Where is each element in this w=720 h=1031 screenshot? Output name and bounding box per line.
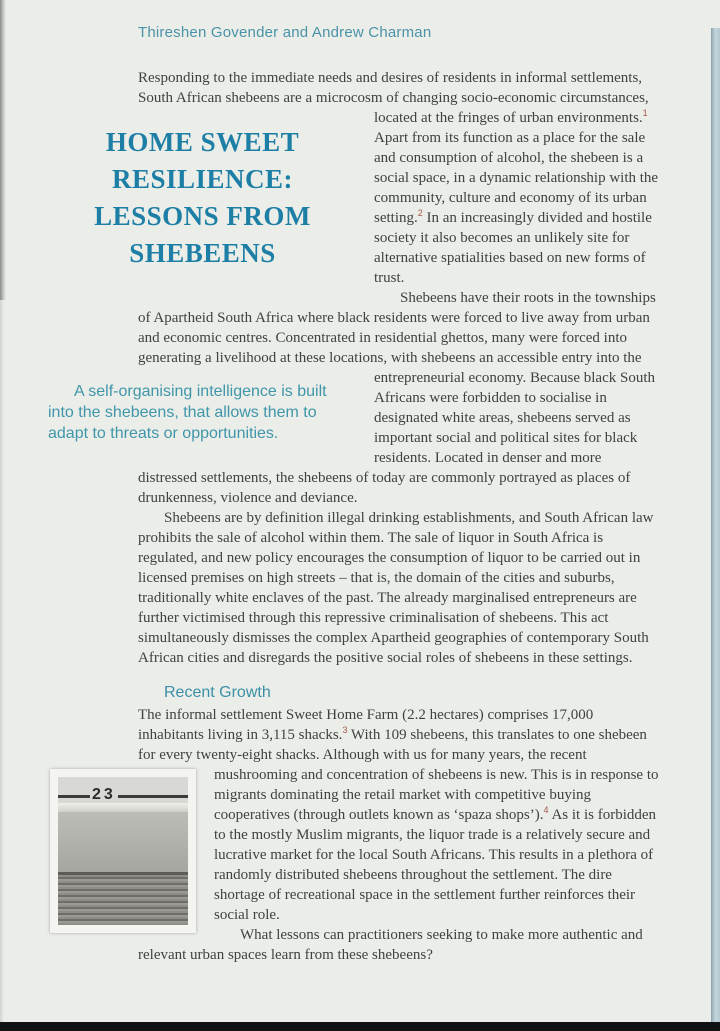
p1-text-after3: In an increasingly divided and hostile society it also becomes an unlikely site for alternative spatialities based on new forms of trust. [374, 210, 652, 286]
paragraph-4 [92, 705, 662, 925]
scan-bottom-edge [0, 1022, 720, 1031]
photo-mid-band [58, 812, 188, 875]
p1-text-after2: Apart from its function as a place for the sale and consumption of alcohol, the shebeen is a social space, in a dynamic relationship with the community, culture and economy of its urban setting. [374, 130, 659, 226]
photo-rule-right [118, 795, 188, 798]
title-line-3: LESSONS FROM [94, 201, 311, 231]
footnote-marker-4: 4 [543, 805, 549, 815]
p4-text-3: response to migrants dominating the retail market with competitive buying cooperatives (through outlets known as ‘spaza shops’). [214, 767, 659, 823]
section-heading-recent-growth: Recent Growth [164, 684, 271, 701]
p4-text-4: As it is forbidden to the mostly Muslim migrants, the liquor trade is a relatively secure and lucrative market for the local South Africans. This results in a plethora of randomly distributed shebeens throughout the settlement. The dire shortage of recreational space in the settlement further reinforces their social role. [214, 807, 657, 923]
author-line: Thireshen Govender and Andrew Charman [138, 24, 432, 41]
scan-left-shadow [0, 0, 6, 300]
inline-photo [50, 769, 196, 933]
title-line-4: SHEBEENS [129, 238, 276, 268]
photo-number: 23 [92, 786, 116, 803]
p2-text-after: entrepreneurial economy. Because black South Africans were forbidden to socialise in designated white areas, shebeens served as important social and political sites for black residents. Located in denser and more distressed settlements, the shebeens of today are commonly portrayed as places of drunkenness, violence and deviance. [138, 370, 656, 506]
footnote-marker-1: 1 [642, 108, 648, 118]
article-title [75, 114, 330, 286]
title-line-1: HOME SWEET [105, 127, 300, 157]
footnote-marker-2: 2 [417, 208, 423, 218]
paragraph-3: Shebeens are by definition illegal drinking establishments, and South African law prohibits the sale of alcohol within them. The sale of liquor in South Africa is regulated, and new policy encourages the consumption of liquor to be carried out in licensed premises on high streets – that is, the domain of the cities and suburbs, traditionally white enclaves of the past. The already marginalised entrepreneurs are further victimised through this repressive criminalisation of shebeens. This act simultaneously dismisses the complex Apartheid geographies of contemporary South African cities and disregards the positive social roles of shebeens in these settings. [138, 510, 654, 666]
footnote-marker-3: 3 [342, 725, 348, 735]
title-line-2: RESILIENCE: [111, 164, 294, 194]
photo-light-strip [58, 803, 188, 812]
p1-text-before: Responding to the immediate needs and desires of residents in informal settlements, South African shebeens are a microcosm of changing socio- [138, 70, 643, 106]
photo-striped-band [58, 875, 188, 925]
page-edge-strip [711, 28, 720, 1031]
page-content [48, 24, 662, 965]
p4-text-1: The informal settlement Sweet Home Farm (2.2 hectares) comprises 17,000 inhabitants living in 3,115 shacks. [138, 707, 594, 743]
p1-text-after1: economic circumstances, located at the fringes of urban environments. [374, 90, 649, 126]
p2-text-before: Shebeens have their roots in the townships of Apartheid South Africa where black residents were forced to live away from urban and economic centres. Concentrated in residential ghettos, many were forced into generating a livelihood at these locations, with shebeens an accessible entry into the [138, 290, 656, 366]
paragraph-1 [94, 68, 662, 288]
photo-rule-left [58, 795, 90, 798]
paragraph-5: What lessons can practitioners seeking to make more authentic and relevant urban spaces learn from these shebeens? [138, 927, 643, 963]
pull-quote: A self-organising intelligence is built into the shebeens, that allows them to adapt to threats or opportunities. [48, 383, 327, 442]
p4-text-2: With 109 shebeens, this translates to one shebeen for every twenty-eight shacks. Although with us for many years, the recent mushrooming and concentration of shebeens is new. This is in [138, 727, 647, 783]
paragraph-2 [48, 288, 662, 508]
photo-number-band [58, 777, 188, 803]
